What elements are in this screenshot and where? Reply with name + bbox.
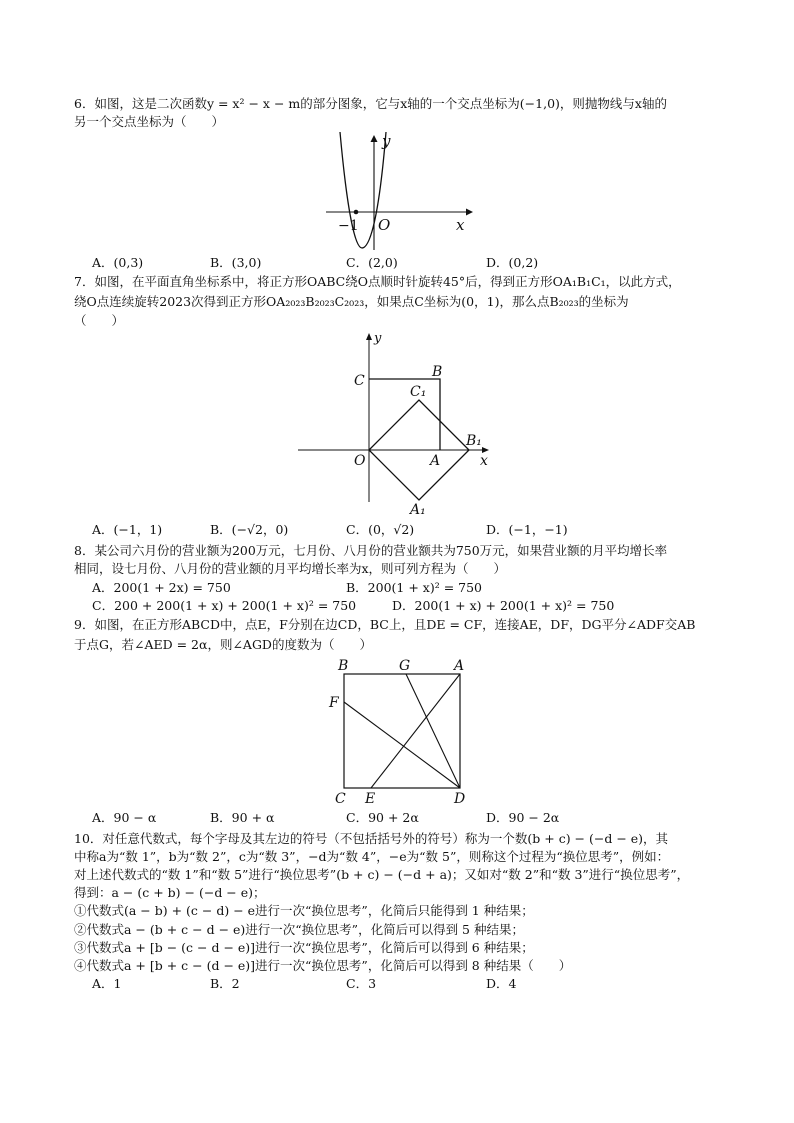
q7-a1-label: A₁ <box>410 502 426 518</box>
q10-option-d[interactable]: D．4 <box>486 976 517 991</box>
q8-option-d[interactable]: D．200(1 + x) + 200(1 + x)² = 750 <box>392 598 615 613</box>
q10-statement-1: ①代数式(a − b) + (c − d) − e进行一次“换位思考”，化简后只能得到 1 种结果； <box>74 903 534 918</box>
q7-y-label: y <box>374 331 382 346</box>
q9-option-a[interactable]: A．90 − α <box>92 810 157 825</box>
q6-y-arrow <box>371 135 378 142</box>
q6-option-d[interactable]: D．(0,2) <box>486 255 539 270</box>
q7-origin-label: O <box>354 453 366 469</box>
q9-option-c[interactable]: C．90 + 2α <box>346 810 419 825</box>
q10-stem-line2: 中称a为“数 1”，b为“数 2”，c为“数 3”，−d为“数 4”，−e为“数 5”，则称这个过程为“换位思考”，例如： <box>74 849 670 864</box>
q8-option-c[interactable]: C．200 + 200(1 + x) + 200(1 + x)² = 750 <box>92 598 357 613</box>
q7-stem-line2: 绕O点连续旋转2023次得到正方形OA₂₀₂₃B₂₀₂₃C₂₀₂₃，如果点C坐标为(0，1)，那么点B₂₀₂₃的坐标为 <box>74 294 629 309</box>
q10-option-a[interactable]: A．1 <box>92 976 122 991</box>
q7-a-label: A <box>430 453 441 469</box>
q7-stem-line1: 7．如图，在平面直角坐标系中，将正方形OABC绕O点顺时针旋转45°后，得到正方形OA₁B₁C₁，以此方式， <box>74 274 681 289</box>
q9-option-b[interactable]: B．90 + α <box>210 810 275 825</box>
q9-option-d[interactable]: D．90 − 2α <box>486 810 560 825</box>
q10-statement-3: ③代数式a + [b − (c − d − e)]进行一次“换位思考”，化简后可以得到 6 种结果； <box>74 940 534 955</box>
q10-statement-2: ②代数式a − (b + c − d − e)进行一次“换位思考”，化简后可以得到 5 种结果； <box>74 922 524 937</box>
q9-c-label: C <box>335 791 346 807</box>
q7-option-a[interactable]: A．(−1，1) <box>92 522 163 537</box>
q7-c1-label: C₁ <box>410 384 427 400</box>
q6-parabola-figure <box>318 130 478 255</box>
q7-rotation-figure <box>294 328 500 518</box>
q7-option-c[interactable]: C．(0，√2) <box>346 522 415 537</box>
q9-g-label: G <box>399 658 411 674</box>
q10-stem-line3: 对上述代数式的“数 1”和“数 5”进行“换位思考”(b + c) − (−d + a)；又如对“数 2”和“数 3”进行“换位思考”， <box>74 867 690 882</box>
q6-origin-label: O <box>378 216 391 234</box>
q6-intersection-point <box>354 210 359 215</box>
q7-y-arrow <box>366 333 372 340</box>
q6-stem-line2: 另一个交点坐标为（ ） <box>74 114 225 129</box>
q9-segment-df <box>344 702 460 788</box>
q9-square-figure <box>324 654 474 808</box>
q8-option-b[interactable]: B．200(1 + x)² = 750 <box>346 580 483 595</box>
q9-e-label: E <box>365 791 376 807</box>
q9-f-label: F <box>329 695 339 711</box>
q9-stem-line1: 9．如图，在正方形ABCD中，点E，F分别在边CD，BC上，且DE = CF，连接AE，DF，DG平分∠ADF交AB <box>74 617 696 632</box>
q6-option-b[interactable]: B．(3,0) <box>210 255 262 270</box>
q6-x-label: x <box>456 216 465 234</box>
q7-stem-line3: （ ） <box>74 313 125 328</box>
q7-option-d[interactable]: D．(−1，−1) <box>486 522 568 537</box>
q7-c-label: C <box>354 373 365 389</box>
q10-option-c[interactable]: C．3 <box>346 976 377 991</box>
q10-stem-line4: 得到：a − (c + b) − (−d − e)； <box>74 885 266 900</box>
q10-stem-line1: 10．对任意代数式，每个字母及其左边的符号（不包括括号外的符号）称为一个数(b + c) − (−d − e)，其 <box>74 831 669 846</box>
q7-b1-label: B₁ <box>466 433 482 449</box>
q7-b-label: B <box>432 364 443 380</box>
q6-x-arrow <box>466 209 473 216</box>
q6-minus-one-label: −1 <box>338 218 359 234</box>
q10-statement-4: ④代数式a + [b + c − (d − e)]进行一次“换位思考”，化简后可以得到 8 种结果（ ） <box>74 958 572 973</box>
q9-segment-dg <box>406 674 460 788</box>
q9-segment-ae <box>371 674 460 788</box>
q8-stem-line2: 相同，设七月份、八月份的营业额的月平均增长率为x，则可列方程为（ ） <box>74 561 507 576</box>
q9-stem-line2: 于点G，若∠AED = 2α，则∠AGD的度数为（ ） <box>74 637 372 652</box>
q6-option-a[interactable]: A．(0,3) <box>92 255 144 270</box>
q7-option-b[interactable]: B．(−√2，0) <box>210 522 289 537</box>
q8-option-a[interactable]: A．200(1 + 2x) = 750 <box>92 580 231 595</box>
q6-option-c[interactable]: C．(2,0) <box>346 255 398 270</box>
q8-stem-line1: 8．某公司六月份的营业额为200万元，七月份、八月份的营业额共为750万元，如果营业额的月平均增长率 <box>74 543 668 558</box>
q7-x-label: x <box>480 453 488 469</box>
q9-b-label: B <box>338 658 349 674</box>
q9-d-label: D <box>454 791 466 807</box>
q9-square-abcd <box>344 674 460 788</box>
q9-a-label: A <box>454 658 465 674</box>
q10-option-b[interactable]: B．2 <box>210 976 240 991</box>
q6-y-label: y <box>382 132 391 150</box>
q6-stem-line1: 6．如图，这是二次函数y = x² − x − m的部分图象，它与x轴的一个交点坐标为(−1,0)，则抛物线与x轴的 <box>74 96 667 111</box>
